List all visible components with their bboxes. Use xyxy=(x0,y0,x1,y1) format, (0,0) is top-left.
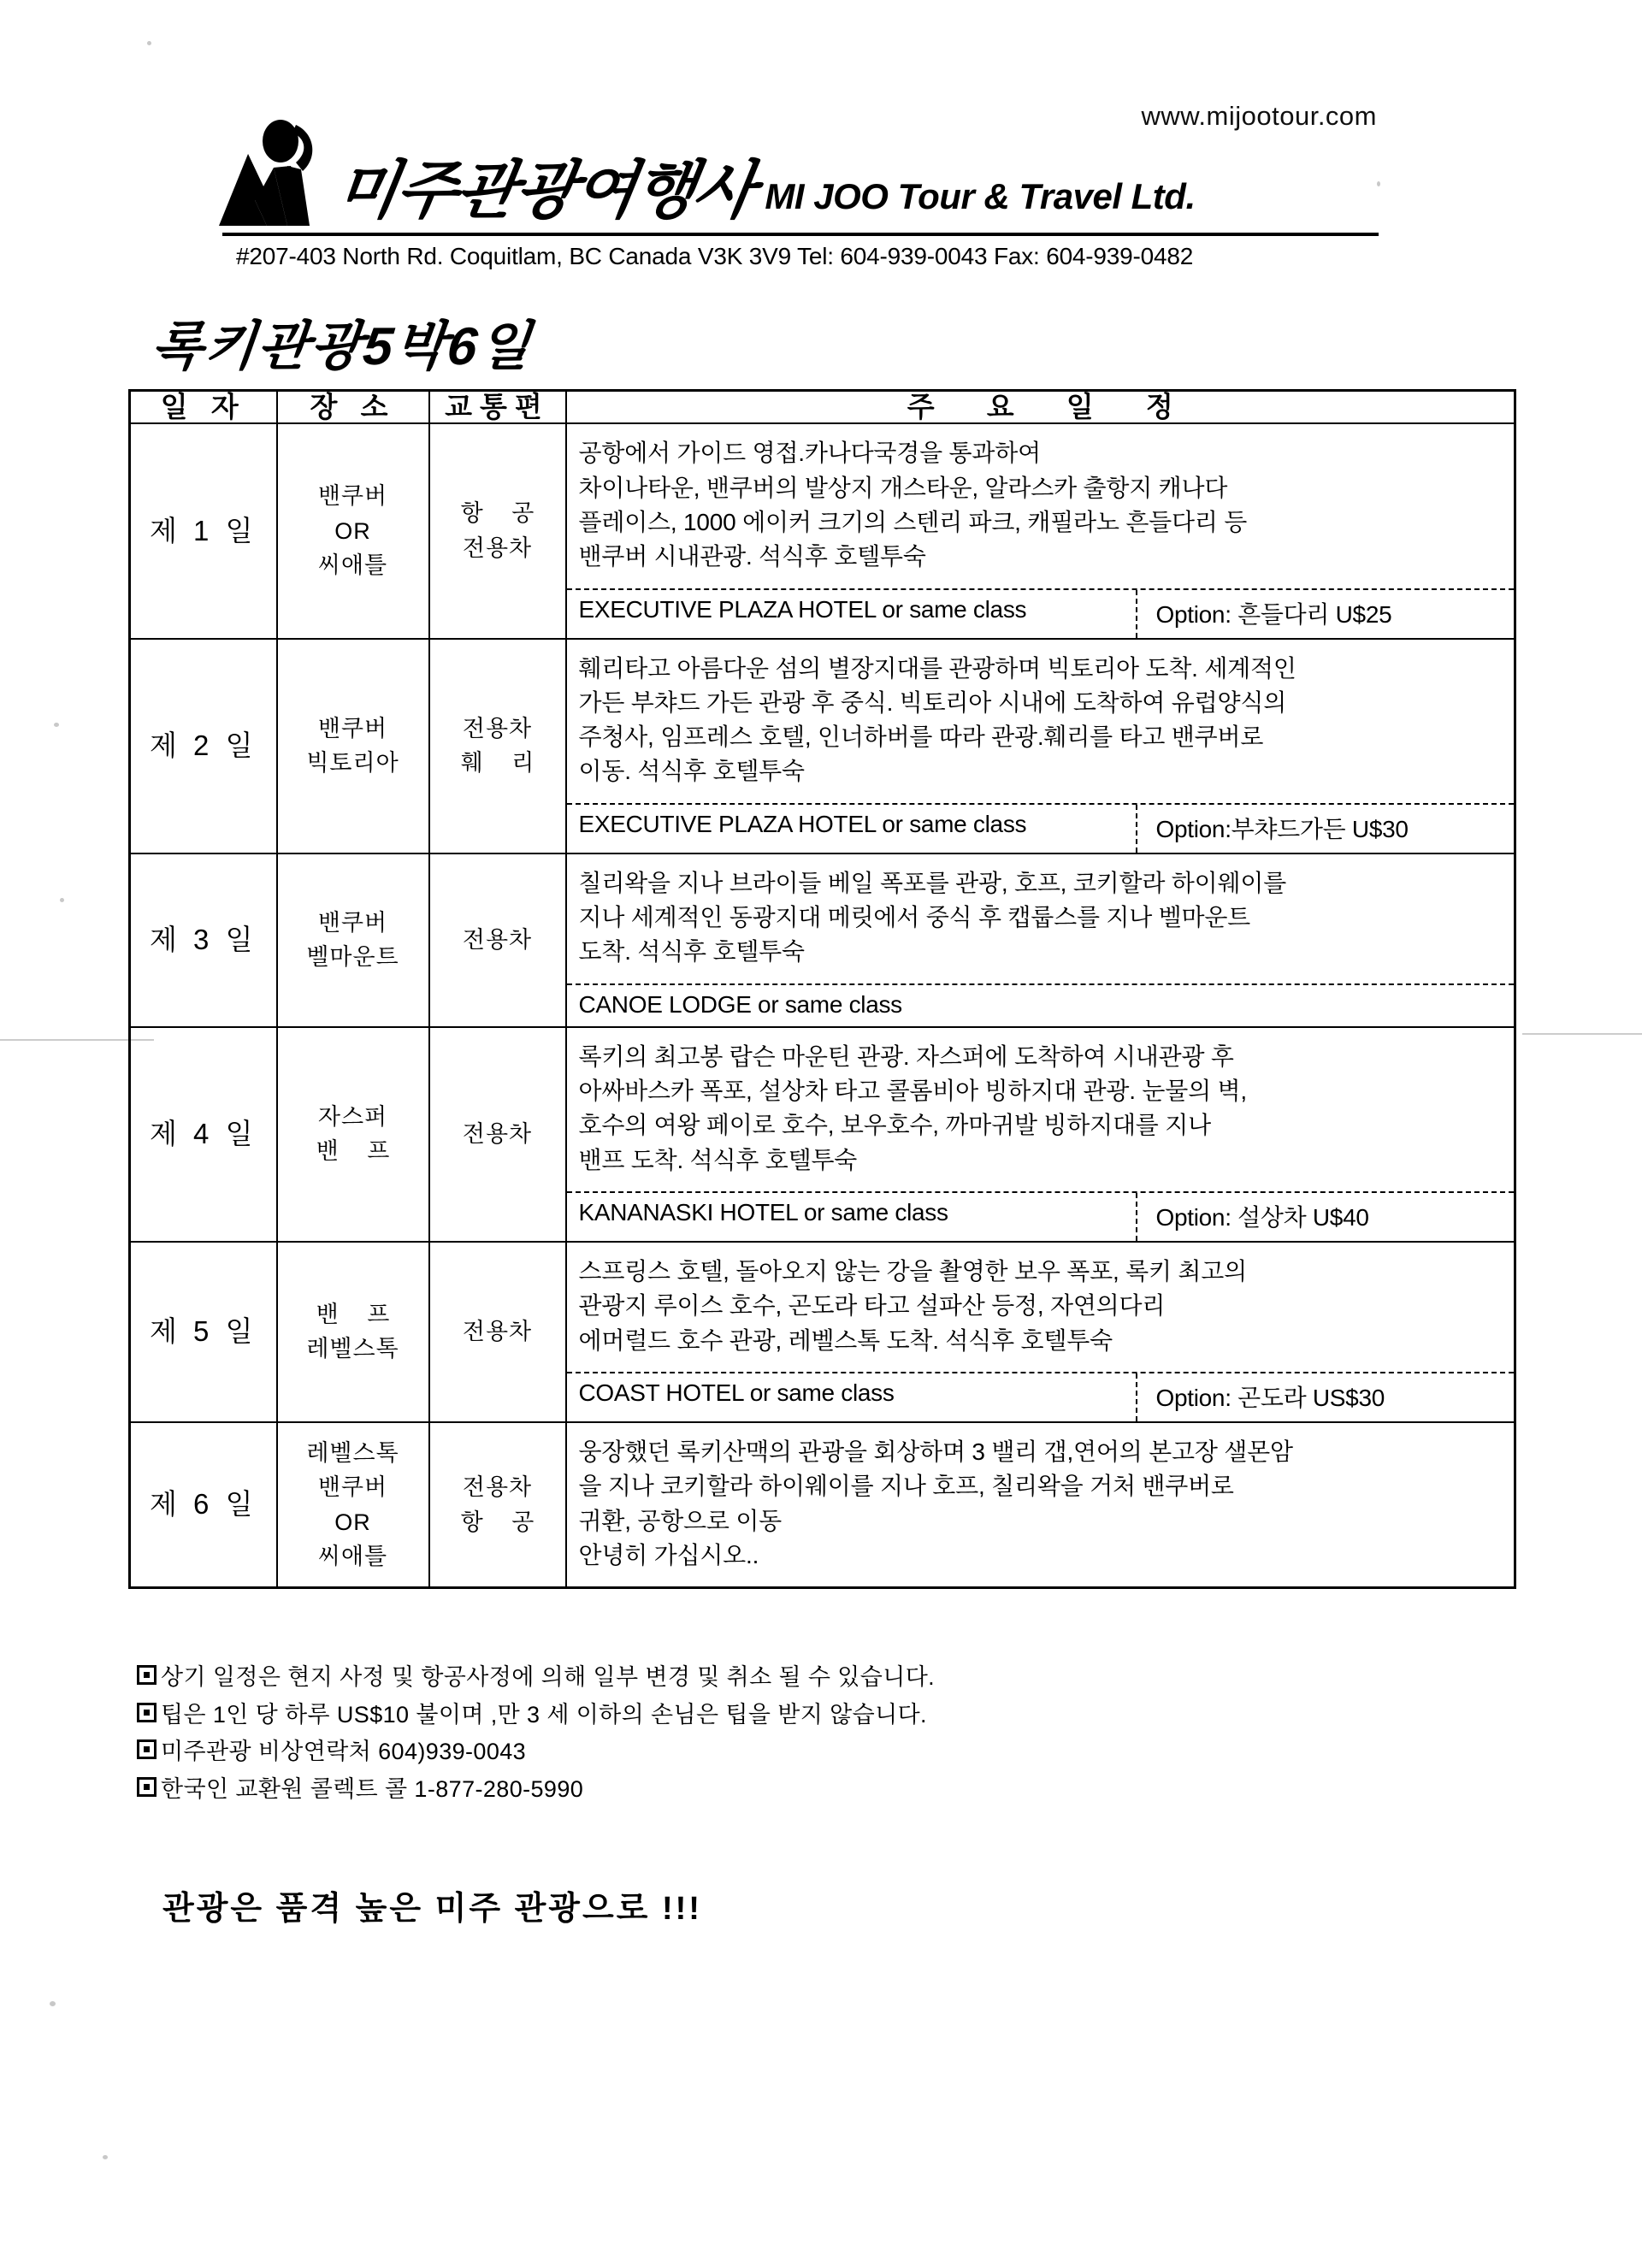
hotel-option-row xyxy=(567,803,1515,853)
schedule-line: 주청사, 임프레스 호텔, 인너하버를 따라 관광.훼리를 타고 밴쿠버로 xyxy=(578,724,1264,751)
website-url: www.mijootour.com xyxy=(1141,101,1377,131)
hotel-option-row xyxy=(567,983,1515,1026)
hotel-option-row xyxy=(567,1372,1515,1421)
place-line: 자스퍼 xyxy=(317,1103,388,1130)
place-line: 밴쿠버 xyxy=(317,483,388,510)
table-row xyxy=(130,423,1515,638)
place-line: 밴 프 xyxy=(316,1301,401,1327)
schedule-line: 스프링스 호텔, 돌아오지 않는 강을 촬영한 보우 폭포, 록키 최고의 xyxy=(578,1257,1247,1285)
schedule-cell xyxy=(566,1027,1515,1242)
place-line: 빅토리아 xyxy=(306,750,399,777)
schedule-line: 에머럴드 호수 관광, 레벨스톡 도착. 석식후 호텔투숙 xyxy=(578,1326,1113,1354)
table-row xyxy=(130,1422,1515,1588)
schedule-line: 가든 부챠드 가든 관광 후 중식. 빅토리아 시내에 도착하여 유럽양식의 xyxy=(578,688,1287,716)
place-cell xyxy=(277,853,429,1027)
day-label: 제 5 일 xyxy=(130,1242,277,1422)
schedule-line: 을 지나 코키할라 하이웨이를 지나 호프, 칠리왁을 거처 밴쿠버로 xyxy=(578,1473,1234,1500)
schedule-text xyxy=(567,854,1515,983)
place-line: 밴 프 xyxy=(316,1138,401,1165)
tour-option: Option: 설상차 U$40 xyxy=(1136,1193,1515,1241)
schedule-line: 칠리왁을 지나 브라이들 베일 폭포를 관광, 호프, 코키할라 하이웨이를 xyxy=(578,869,1287,896)
transport-line: 전용차 xyxy=(462,1474,533,1501)
transport-cell xyxy=(429,1242,566,1422)
place-line: 밴쿠버 xyxy=(317,715,388,741)
transport-cell xyxy=(429,423,566,638)
scan-fold-line xyxy=(1522,1033,1642,1035)
square-bullet-icon xyxy=(137,1777,157,1797)
place-cell xyxy=(277,1242,429,1422)
day-label: 제 6 일 xyxy=(130,1422,277,1588)
schedule-text xyxy=(567,640,1515,803)
schedule-text xyxy=(567,1423,1515,1586)
schedule-cell xyxy=(566,1242,1515,1422)
schedule-text xyxy=(567,1028,1515,1191)
transport-line: 전용차 xyxy=(462,535,533,561)
schedule-line: 훼리타고 아름다운 섬의 별장지대를 관광하며 빅토리아 도착. 세계적인 xyxy=(578,654,1296,682)
schedule-cell xyxy=(566,853,1515,1027)
scan-artifact xyxy=(103,2155,108,2159)
table-row xyxy=(130,853,1515,1027)
header-divider xyxy=(222,233,1379,236)
schedule-line: 관광지 루이스 호수, 곤도라 타고 설파산 등정, 자연의다리 xyxy=(578,1292,1166,1320)
schedule-line: 이동. 석식후 호텔투숙 xyxy=(578,758,805,785)
place-cell xyxy=(277,1027,429,1242)
square-bullet-icon xyxy=(137,1665,157,1685)
table-row xyxy=(130,1242,1515,1422)
note-text: 미주관광 비상연락처 604)939-0043 xyxy=(161,1739,527,1765)
note-line xyxy=(137,1659,1334,1697)
column-header-place: 장 소 xyxy=(277,391,429,424)
schedule-line: 밴쿠버 시내관광. 석식후 호텔투숙 xyxy=(578,543,926,570)
schedule-line: 귀환, 공항으로 이동 xyxy=(578,1507,783,1534)
schedule-line: 차이나타운, 밴쿠버의 발상지 개스타운, 알라스카 출항지 캐나다 xyxy=(578,474,1228,501)
note-line xyxy=(137,1697,1334,1734)
transport-line: 항 공 xyxy=(460,500,546,527)
transport-cell xyxy=(429,1027,566,1242)
place-cell xyxy=(277,639,429,853)
scan-artifact xyxy=(147,41,151,45)
schedule-line: 플레이스, 1000 에이커 크기의 스텐리 파크, 캐필라노 흔들다리 등 xyxy=(578,508,1248,535)
note-text: 한국인 교환원 콜렉트 콜 1-877-280-5990 xyxy=(161,1776,584,1803)
tour-option: Option:부챠드가든 U$30 xyxy=(1136,805,1515,853)
footer-notes xyxy=(137,1659,1334,1809)
note-text: 상기 일정은 현지 사정 및 항공사정에 의해 일부 변경 및 취소 될 수 있습니다. xyxy=(161,1664,936,1690)
schedule-line: 지나 세계적인 동광지대 메릿에서 중식 후 캡룹스를 지나 벨마운트 xyxy=(578,904,1251,931)
schedule-line: 안녕히 가십시오.. xyxy=(578,1541,759,1568)
transport-line: 전용차 xyxy=(462,1319,533,1345)
scan-artifact xyxy=(60,898,64,902)
place-line: 밴쿠버 xyxy=(317,1474,388,1501)
column-header-day: 일 자 xyxy=(130,391,277,424)
company-name-korean: 미주관광여행사 xyxy=(331,155,759,226)
square-bullet-icon xyxy=(137,1739,157,1759)
transport-line: 전용차 xyxy=(462,1121,533,1148)
transport-line: 항 공 xyxy=(460,1509,546,1535)
itinerary-table-body xyxy=(130,423,1515,1587)
transport-cell xyxy=(429,853,566,1027)
column-header-schedule: 주 요 일 정 xyxy=(566,391,1515,424)
note-line xyxy=(137,1733,1334,1771)
schedule-line: 공항에서 가이드 영접.카나다국경을 통과하여 xyxy=(578,440,1041,467)
schedule-cell xyxy=(566,1422,1515,1588)
closing-slogan: 관광은 품격 높은 미주 관광으로 !!! xyxy=(162,1891,702,1927)
place-line: 레벨스톡 xyxy=(306,1439,399,1466)
hotel-name: KANANASKI HOTEL or same class xyxy=(578,1198,948,1226)
place-line: OR xyxy=(334,517,371,544)
hotel-name: EXECUTIVE PLAZA HOTEL or same class xyxy=(578,595,1027,623)
note-text: 팁은 1인 당 하루 US$10 불이며 ,만 3 세 이하의 손님은 팁을 받지 않습니다. xyxy=(161,1701,927,1728)
place-cell xyxy=(277,1422,429,1588)
schedule-line: 호수의 여왕 페이로 호수, 보우호수, 까마귀발 빙하지대를 지나 xyxy=(578,1112,1211,1139)
transport-line: 훼 리 xyxy=(460,750,546,777)
place-line: 밴쿠버 xyxy=(317,909,388,936)
scan-artifact xyxy=(50,2001,56,2006)
schedule-line: 록키의 최고봉 랍슨 마운틴 관광. 자스퍼에 도착하여 시내관광 후 xyxy=(578,1042,1234,1070)
itinerary-table xyxy=(128,389,1516,1589)
schedule-line: 밴프 도착. 석식후 호텔투숙 xyxy=(578,1146,858,1173)
tour-option xyxy=(1136,985,1515,1026)
day-label: 제 1 일 xyxy=(130,423,277,638)
transport-line: 전용차 xyxy=(462,927,533,954)
place-line: 씨애틀 xyxy=(317,1544,388,1570)
company-address: #207-403 North Rd. Coquitlam, BC Canada V3K 3V9 Tel: 604-939-0043 Fax: 604-939-0482 xyxy=(236,243,1194,269)
transport-cell xyxy=(429,639,566,853)
place-line: 씨애틀 xyxy=(317,552,388,579)
schedule-line: 웅장했던 록키산맥의 관광을 회상하며 3 밸리 갭,연어의 본고장 샐몬암 xyxy=(578,1438,1293,1465)
hotel-name: EXECUTIVE PLAZA HOTEL or same class xyxy=(578,810,1027,837)
schedule-text xyxy=(567,424,1515,588)
day-label: 제 4 일 xyxy=(130,1027,277,1242)
scan-artifact xyxy=(54,723,59,727)
tour-option: Option: 흔들다리 U$25 xyxy=(1136,590,1515,638)
table-row xyxy=(130,639,1515,853)
place-line: 레벨스톡 xyxy=(306,1336,399,1362)
tour-option: Option: 곤도라 US$30 xyxy=(1136,1373,1515,1421)
table-header-row xyxy=(130,391,1515,424)
hotel-name: CANOE LODGE or same class xyxy=(578,990,902,1018)
company-name-english: MI JOO Tour & Travel Ltd. xyxy=(765,176,1196,216)
schedule-line: 도착. 석식후 호텔투숙 xyxy=(578,938,805,966)
page-title: 록키관광5박6일 xyxy=(148,317,535,376)
schedule-text xyxy=(567,1243,1515,1372)
hotel-name: COAST HOTEL or same class xyxy=(578,1379,895,1406)
day-label: 제 3 일 xyxy=(130,853,277,1027)
itinerary-table-wrapper xyxy=(128,389,1514,1589)
mijoo-logo-icon xyxy=(214,118,327,227)
table-row xyxy=(130,1027,1515,1242)
transport-cell xyxy=(429,1422,566,1588)
place-line: 벨마운트 xyxy=(306,944,399,971)
place-cell xyxy=(277,423,429,638)
place-line: OR xyxy=(334,1509,371,1535)
letterhead xyxy=(214,0,1411,267)
hotel-option-row xyxy=(567,1191,1515,1241)
schedule-line: 아싸바스카 폭포, 설상차 타고 콜롬비아 빙하지대 관광. 눈물의 벽, xyxy=(578,1078,1247,1105)
column-header-transport: 교통편 xyxy=(429,391,566,424)
transport-line: 전용차 xyxy=(462,715,533,741)
day-label: 제 2 일 xyxy=(130,639,277,853)
company-logo-block xyxy=(214,118,1196,227)
schedule-cell xyxy=(566,423,1515,638)
square-bullet-icon xyxy=(137,1703,157,1722)
schedule-cell xyxy=(566,639,1515,853)
hotel-option-row xyxy=(567,588,1515,638)
note-line xyxy=(137,1771,1334,1809)
